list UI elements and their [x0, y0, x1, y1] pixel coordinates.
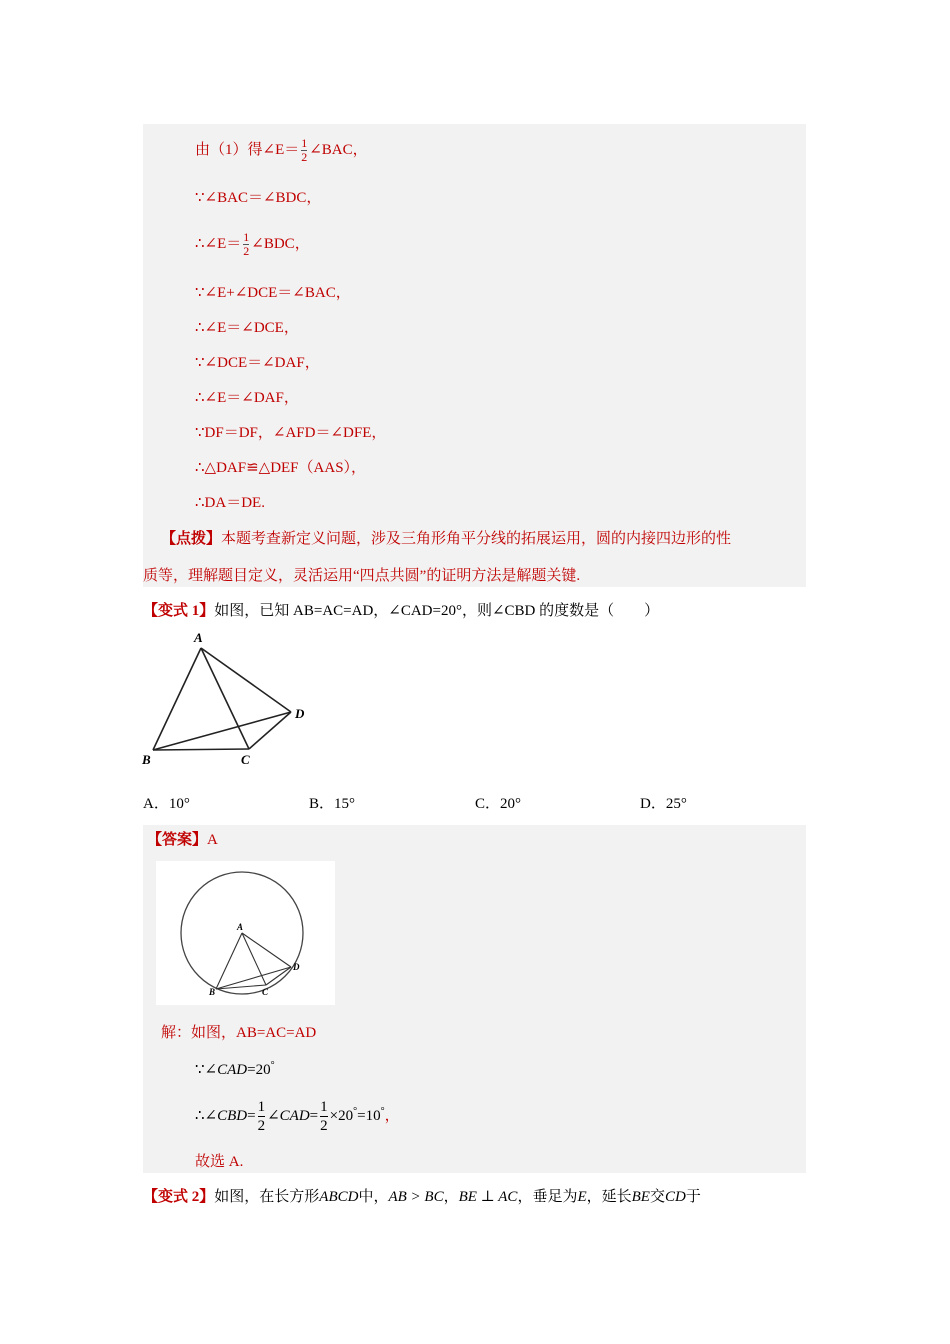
- segment-ab: [153, 648, 201, 750]
- option-a: A．10°: [143, 796, 190, 812]
- fraction-one-half: $\frac{1}{2}$: [320, 1099, 328, 1135]
- answer-conclusion: 故选 A.: [195, 1154, 244, 1170]
- variant1-label: 【变式 1】: [143, 603, 215, 619]
- answer-line: [147, 829, 218, 851]
- point-label-b: B: [209, 987, 216, 997]
- solution-line-5: ∴∠E＝∠DCE，: [195, 320, 299, 336]
- answer-figure: [156, 861, 335, 1005]
- solution-line-1: 由（1）得∠E＝ $\frac{1}{2}$ ∠BAC，: [195, 136, 368, 164]
- tip-label: 【点拨】: [161, 531, 222, 547]
- answer-solution-intro: 解：如图，AB=AC=AD: [161, 1025, 317, 1041]
- solution-line-4: ∵∠E+∠DCE＝∠BAC，: [195, 285, 351, 301]
- segment-ad: [201, 648, 291, 712]
- point-label-b: B: [142, 752, 151, 767]
- tip-line-2: 质等，理解题目定义，灵活运用“四点共圆”的证明方法是解题关键.: [143, 568, 581, 584]
- solution-line-9: ∴△DAF≌△DEF（AAS），: [195, 460, 367, 476]
- point-label-a: A: [194, 630, 203, 645]
- point-label-c: C: [241, 752, 250, 767]
- solution-line-2: ∵∠BAC＝∠BDC，: [195, 190, 322, 206]
- variant2-label: 【变式 2】: [143, 1189, 215, 1205]
- point-label-c: C: [262, 987, 269, 997]
- fraction-one-half: $\frac{1}{2}$: [301, 136, 308, 164]
- segment-bc: [153, 749, 249, 750]
- solution-line-8: ∵DF＝DF，∠AFD＝∠DFE，: [195, 425, 387, 441]
- segment-ac: [201, 648, 249, 749]
- point-label-d: D: [293, 962, 300, 972]
- option-d: D．25°: [640, 796, 687, 812]
- point-label-a: A: [237, 922, 244, 932]
- answer-because-line: ∵∠CAD=20°: [195, 1060, 275, 1078]
- answer-label: 【答案】: [147, 832, 208, 848]
- option-b: B．15°: [309, 796, 356, 812]
- solution-line-10: ∴DA＝DE.: [195, 495, 265, 511]
- answer-therefore-line: ∴∠CBD= $\frac{1}{2}$ ∠CAD= $\frac{1}{2}$ ×20°=10°，: [195, 1099, 400, 1135]
- point-label-d: D: [295, 706, 305, 721]
- fraction-one-half: $\frac{1}{2}$: [257, 1099, 266, 1135]
- variant1-question: 【变式 1】如图，已知 AB=AC=AD，∠CAD=20°，则∠CBD 的度数是（ ）: [143, 603, 660, 619]
- variant1-figure: [138, 626, 318, 772]
- fraction-one-half: $\frac{1}{2}$: [243, 230, 250, 258]
- option-c: C．20°: [475, 796, 522, 812]
- variant2-question: 【变式 2】如图，在长方形ABCD中，AB > BC，BE ⊥ AC，垂足为E，延长BE交CD于: [143, 1189, 701, 1205]
- solution-line-6: ∵∠DCE＝∠DAF，: [195, 355, 320, 371]
- solution-line-7: ∴∠E＝∠DAF，: [195, 390, 299, 406]
- solution-line-3: ∴∠E＝ $\frac{1}{2}$ ∠BDC，: [195, 230, 310, 258]
- answer-value: A: [207, 832, 218, 848]
- tip-line-1: 【点拨】本题考查新定义问题，涉及三角形角平分线的拓展运用，圆的内接四边形的性: [161, 531, 732, 547]
